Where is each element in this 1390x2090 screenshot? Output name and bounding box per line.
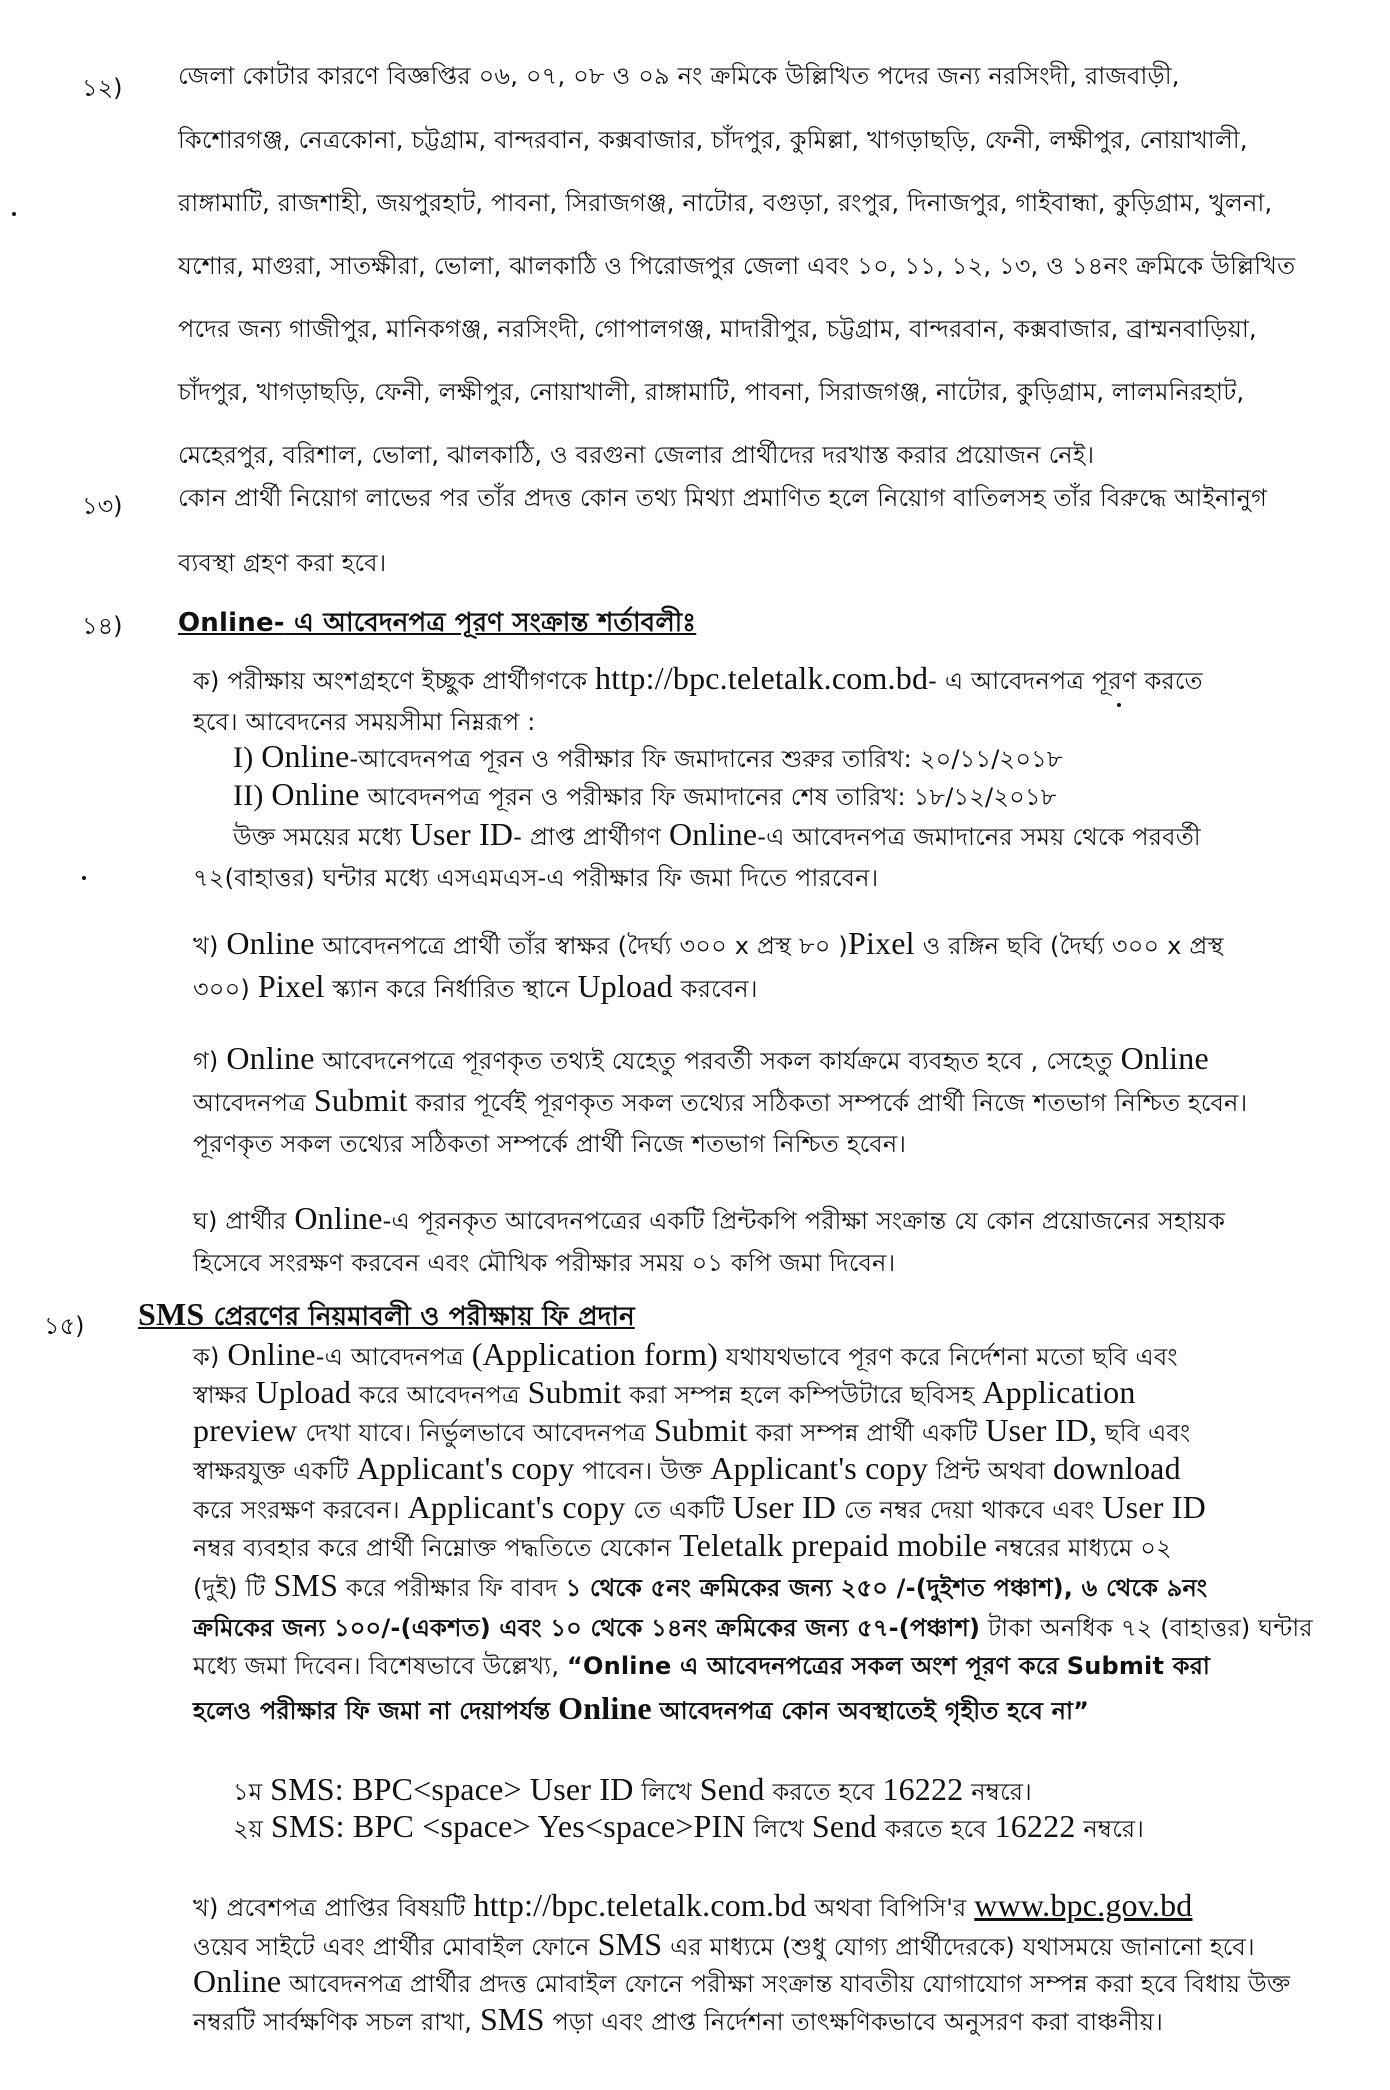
text: নম্বর ব্যবহার করে প্রার্থী নিম্নোক্ত পদ্ধতিতে যেকোন <box>193 1534 672 1562</box>
application-form-word: (Application form) <box>471 1336 718 1372</box>
text: ২য় <box>233 1815 264 1843</box>
start-date-text: -আবেদনপত্র পূরন ও পরীক্ষার ফি জমাদানের শুরুর তারিখ: ২০/১১/২০১৮ <box>349 745 1063 773</box>
s15-heading <box>138 1296 635 1340</box>
online-word: Online <box>1120 1040 1209 1076</box>
send-word: Send <box>811 1808 877 1844</box>
fee-text: ক্রমিকের জন্য ১০০/-(একশত) এবং ১০ থেকে ১৪নং ক্রমিকের জন্য ৫৭-(পঞ্চাশ) <box>193 1614 981 1642</box>
text: মধ্যে জমা দিবেন। বিশেষভাবে উল্লেখ্য, <box>193 1652 560 1680</box>
text: পাবেন। উক্ত <box>582 1457 703 1485</box>
text: ১ম <box>233 1778 263 1806</box>
text: ও রঙ্গিন ছবি (দৈর্ঘ্য ৩০০ x প্রস্থ <box>922 932 1224 960</box>
submit-word: Submit <box>527 1374 622 1410</box>
s12-line-6: চাঁদপুর, খাগড়াছড়ি, ফেনী, লক্ষীপুর, নোয়াখালী, রাঙ্গামাটি, পাবনা, সিরাজগঞ্জ, নাটোর, কুড়িগ্রাম, লালমনিরহাট, <box>178 378 1245 406</box>
s15-ka-line-4 <box>193 1450 1181 1493</box>
user-id-word: User ID <box>1102 1489 1206 1525</box>
scan-speck <box>82 876 86 880</box>
s14-heading <box>178 602 696 646</box>
text: আবেদনপত্রে প্রার্থী তাঁর স্বাক্ষর (দৈর্ঘ্য ৩০০ x প্রস্থ ৮০ ) <box>322 932 848 960</box>
text: ক) <box>193 1343 220 1371</box>
text: আবেদনপত্র <box>193 1089 307 1117</box>
text: যথাযথভাবে পূরণ করে নির্দেশনা মতো ছবি এবং <box>725 1343 1178 1371</box>
text: ওয়েব সাইটে এবং প্রার্থীর মোবাইল ফোনে <box>193 1933 590 1961</box>
s12-line-7: মেহেরপুর, বরিশাল, ভোলা, ঝালকাঠি, ও বরগুনা জেলার প্রার্থীদের দরখাস্ত করার প্রয়োজন নেই। <box>178 441 1095 469</box>
scan-speck <box>12 212 16 216</box>
online-word: Online <box>558 1690 652 1726</box>
upload-word: Upload <box>577 968 673 1004</box>
section-14-number: ১৪) <box>82 612 123 640</box>
teletalk-url: http://bpc.teletalk.com.bd <box>595 660 929 696</box>
text: ছবি এবং <box>1105 1419 1191 1447</box>
text: করে সংরক্ষণ করবেন। <box>193 1496 400 1524</box>
text: খ) <box>193 932 219 960</box>
text: করবেন। <box>680 975 758 1003</box>
text: ঘ) প্রার্থীর <box>193 1207 287 1235</box>
text: করতে হবে <box>772 1778 875 1806</box>
text: স্বাক্ষর <box>193 1381 248 1409</box>
sms-word: SMS <box>138 1296 205 1332</box>
s14-ka-text-2: - এ আবেদনপত্র পূরণ করতে <box>928 667 1203 695</box>
text: নম্বরে। <box>1083 1815 1145 1843</box>
text: আবেদনপত্র প্রার্থীর প্রদত্ত মোবাইল ফোনে পরীক্ষা সংক্রান্ত যাবতীয় যোগাযোগ সম্পন্ন করা হবে বিধায় উক্ত <box>289 1970 1291 1998</box>
text: লিখে <box>641 1778 692 1806</box>
emphasis-text: হলেও পরীক্ষার ফি জমা না দেয়াপর্যন্ত <box>193 1697 551 1725</box>
text: ৩০০) <box>193 975 250 1003</box>
section-12-number: ১২) <box>82 74 123 102</box>
text: স্বাক্ষরযুক্ত একটি <box>193 1457 349 1485</box>
text: নম্বরে। <box>971 1778 1032 1806</box>
online-word: Online <box>294 1200 383 1236</box>
submit-word: Submit <box>313 1082 408 1118</box>
text: করে পরীক্ষার ফি বাবদ <box>345 1574 558 1602</box>
text: নম্বরের মাধ্যমে ০২ <box>995 1534 1172 1562</box>
s13-line-1: কোন প্রার্থী নিয়োগ লাভের পর তাঁর প্রদত্ত কোন তথ্য মিথ্যা প্রমাণিত হলে নিয়োগ বাতিলসহ তাঁর বিরুদ্ধে আইনানুগ <box>178 484 1268 512</box>
applicants-copy-word: Applicant's copy <box>356 1450 575 1486</box>
s15-ka-line-1 <box>193 1336 1178 1379</box>
s14-ka-text: ক) পরীক্ষায় অংশগ্রহণে ইচ্ছুক প্রার্থীগণকে <box>193 667 588 695</box>
s12-line-1: জেলা কোটার কারণে বিজ্ঞপ্তির ০৬, ০৭, ০৮ ও ০৯ নং ক্রমিকে উল্লিখিত পদের জন্য নরসিংদী, রাজবাড়ী, <box>178 62 1180 90</box>
emphasis-text: “Online এ আবেদনপত্রের সকল অংশ পূরণ করে <box>567 1652 1059 1680</box>
send-word: Send <box>699 1771 765 1807</box>
text: উক্ত সময়ের মধ্যে <box>233 823 402 851</box>
s14-ka-line-2: হবে। আবেদনের সময়সীমা নিম্নরূপ : <box>193 708 536 736</box>
text: তে নম্বর দেয়া থাকবে এবং <box>843 1496 1095 1524</box>
text: দেখা যাবে। নির্ভুলভাবে আবেদনপত্র <box>305 1419 647 1447</box>
user-id-word: User ID <box>732 1489 837 1525</box>
online-word: Online <box>227 1336 316 1372</box>
sms-format: SMS: BPC <space> Yes<space>PIN <box>271 1808 746 1844</box>
s12-line-3: রাঙ্গামাটি, রাজশাহী, জয়পুরহাট, পাবনা, সিরাজগঞ্জ, নাটোর, বগুড়া, রংপুর, দিনাজপুর, গাইবান্ধা, কুড়িগ্রাম, খুলনা, <box>178 189 1273 217</box>
text: করা সম্পন্ন হলে কম্পিউটারে ছবিসহ <box>629 1381 975 1409</box>
roman-numeral: I) <box>233 741 254 774</box>
text: করে আবেদনপত্র <box>358 1381 520 1409</box>
s14-ka-line-5 <box>233 816 1201 859</box>
emphasis-text: Submit করা <box>1066 1652 1211 1680</box>
s15-ka-line-5 <box>193 1489 1206 1532</box>
text: নম্বরটি সার্বক্ষণিক সচল রাখা, <box>193 2008 473 2036</box>
s14-heading-text: এ আবেদনপত্র পূরণ সংক্রান্ত শর্তাবলীঃ <box>294 608 697 638</box>
s15-ka-line-2 <box>193 1374 1136 1417</box>
scan-speck <box>1117 703 1121 707</box>
roman-numeral: II) <box>233 779 264 812</box>
end-date-text: আবেদনপত্র পূরন ও পরীক্ষার ফি জমাদানের শেষ তারিখ: ১৮/১২/২০১৮ <box>367 783 1057 811</box>
s15-heading-text: প্রেরণের নিয়মাবলী ও পরীক্ষায় ফি প্রদান <box>213 1302 635 1332</box>
text: করতে হবে <box>884 1815 987 1843</box>
s14-kha-line-2 <box>193 968 758 1011</box>
s14-ka-line-6: ৭২(বাহাত্তর) ঘন্টার মধ্যে এসএমএস-এ পরীক্ষার ফি জমা দিতে পারবেন। <box>193 864 879 892</box>
s15-ka-line-10 <box>193 1690 1089 1733</box>
teletalk-word: Teletalk prepaid mobile <box>679 1527 988 1563</box>
s14-ga-line-2 <box>193 1082 1247 1125</box>
s15-ka-line-3 <box>193 1412 1190 1455</box>
s15-kha-line-4 <box>193 2001 1163 2044</box>
user-id-word: User ID, <box>985 1412 1098 1448</box>
download-word: download <box>1052 1450 1181 1486</box>
applicants-copy-word: Applicant's copy <box>710 1450 929 1486</box>
online-word: Online <box>271 776 360 812</box>
bpc-website-url: www.bpc.gov.bd <box>974 1887 1193 1923</box>
text: করা সম্পন্ন প্রার্থী একটি <box>755 1419 978 1447</box>
s14-ga-line-3: পূরণকৃত সকল তথ্যের সঠিকতা সম্পর্কে প্রার্থী নিজে শতভাগ নিশ্চিত হবেন। <box>193 1130 907 1158</box>
section-15-number: ১৫) <box>44 1312 85 1340</box>
text: এর মাধ্যমে (শুধু যোগ্য প্রার্থীদেরকে) যথাসময়ে জানানো হবে। <box>670 1933 1255 1961</box>
sms-format: SMS: BPC<space> User ID <box>270 1771 634 1807</box>
text: - প্রাপ্ত প্রার্থীগণ <box>513 823 662 851</box>
s15-kha-line-1 <box>193 1887 1192 1930</box>
text: -এ আবেদনপত্র জমাদানের সময় থেকে পরবর্তী <box>757 823 1201 851</box>
online-word: Online <box>261 738 350 774</box>
text: স্ক্যান করে নির্ধারিত স্থানে <box>332 975 570 1003</box>
applicants-copy-word: Applicant's copy <box>407 1489 626 1525</box>
s15-ka-line-6 <box>193 1527 1172 1570</box>
preview-word: preview <box>193 1412 298 1448</box>
pixel-word: Pixel <box>847 925 915 961</box>
s14-heading-online: Online- <box>178 608 285 638</box>
s14-ga-line-1 <box>193 1040 1209 1083</box>
s15-ka-line-9 <box>193 1648 1210 1688</box>
s14-ka-end-date <box>233 776 1057 819</box>
text: তে একটি <box>633 1496 725 1524</box>
text: প্রিন্ট অথবা <box>935 1457 1046 1485</box>
text: খ) প্রবেশপত্র প্রাপ্তির বিষয়টি <box>193 1894 466 1922</box>
text: আবেদনেপত্রে পূরণকৃত তথ্যই যেহেতু পরবর্তী সকল কার্যক্রমে ব্যবহৃত হবে , সেহেতু <box>322 1047 1113 1075</box>
s15-ka-line-8 <box>193 1610 1313 1650</box>
s13-line-2: ব্যবস্থা গ্রহণ করা হবে। <box>178 549 387 577</box>
s14-ka-start-date <box>233 738 1063 781</box>
text: লিখে <box>753 1815 805 1843</box>
sms-instruction-2 <box>233 1808 1144 1851</box>
text: -এ পূরনকৃত আবেদনপত্রের একটি প্রিন্টকপি পরীক্ষা সংক্রান্ত যে কোন প্রয়োজনের সহায়ক <box>382 1207 1226 1235</box>
text: (দুই) টি <box>193 1574 266 1602</box>
text: অথবা বিপিসি'র <box>814 1894 967 1922</box>
upload-word: Upload <box>255 1374 352 1410</box>
sms-word: SMS <box>597 1926 663 1962</box>
shortcode: 16222 <box>994 1808 1076 1844</box>
emphasis-text: আবেদনপত্র কোন অবস্থাতেই গৃহীত হবে না” <box>659 1697 1090 1725</box>
application-word: Application <box>982 1374 1136 1410</box>
section-13-number: ১৩) <box>82 492 123 520</box>
user-id-word: User ID <box>409 816 514 852</box>
s14-gha-line-2: হিসেবে সংরক্ষণ করবেন এবং মৌখিক পরীক্ষার সময় ০১ কপি জমা দিবেন। <box>193 1249 896 1277</box>
fee-text: ১ থেকে ৫নং ক্রমিকের জন্য ২৫০ /-(দুইশত পঞ্চাশ), ৬ থেকে ৯নং <box>565 1574 1208 1602</box>
shortcode: 16222 <box>882 1771 964 1807</box>
sms-word: SMS <box>479 2001 545 2037</box>
s14-ka-line-1 <box>193 660 1203 703</box>
s12-line-5: পদের জন্য গাজীপুর, মানিকগঞ্জ, নরসিংদী, গোপালগঞ্জ, মাদারীপুর, চট্টগ্রাম, বান্দরবান, কক্সবাজার, ব্রাম্মনবাড়িয়া, <box>178 315 1257 343</box>
online-word: Online <box>226 1040 315 1076</box>
online-word: Online <box>668 816 758 852</box>
text: গ) <box>193 1047 219 1075</box>
s14-kha-line-1 <box>193 925 1224 968</box>
s15-kha-line-3 <box>193 1963 1290 2006</box>
text: টাকা অনধিক ৭২ (বাহাত্তর) ঘন্টার <box>988 1614 1313 1642</box>
text: -এ আবেদনপত্র <box>315 1343 464 1371</box>
online-word: Online <box>193 1963 282 1999</box>
text: করার পূর্বেই পূরণকৃত সকল তথ্যের সঠিকতা সম্পর্কে প্রার্থী নিজে শতভাগ নিশ্চিত হবেন। <box>415 1089 1248 1117</box>
sms-word: SMS <box>273 1567 339 1603</box>
submit-word: Submit <box>653 1412 748 1448</box>
s14-gha-line-1 <box>193 1200 1225 1243</box>
text: পড়া এবং প্রাপ্ত নির্দেশনা তাৎক্ষণিকভাবে অনুসরণ করা বাঞ্চনীয়। <box>552 2008 1163 2036</box>
teletalk-url: http://bpc.teletalk.com.bd <box>473 1887 807 1923</box>
s12-line-2: কিশোরগঞ্জ, নেত্রকোনা, চট্টগ্রাম, বান্দরবান, কক্সবাজার, চাঁদপুর, কুমিল্লা, খাগড়াছড়ি, ফেনী, লক্ষীপুর, নোয়াখালী, <box>178 126 1248 154</box>
online-word: Online <box>226 925 315 961</box>
s12-line-4: যশোর, মাগুরা, সাতক্ষীরা, ভোলা, ঝালকাঠি ও পিরোজপুর জেলা এবং ১০, ১১, ১২, ১৩, ও ১৪নং ক্রমিকে উল্লিখিত <box>178 252 1296 280</box>
s15-ka-line-7 <box>193 1567 1207 1610</box>
pixel-word: Pixel <box>257 968 325 1004</box>
